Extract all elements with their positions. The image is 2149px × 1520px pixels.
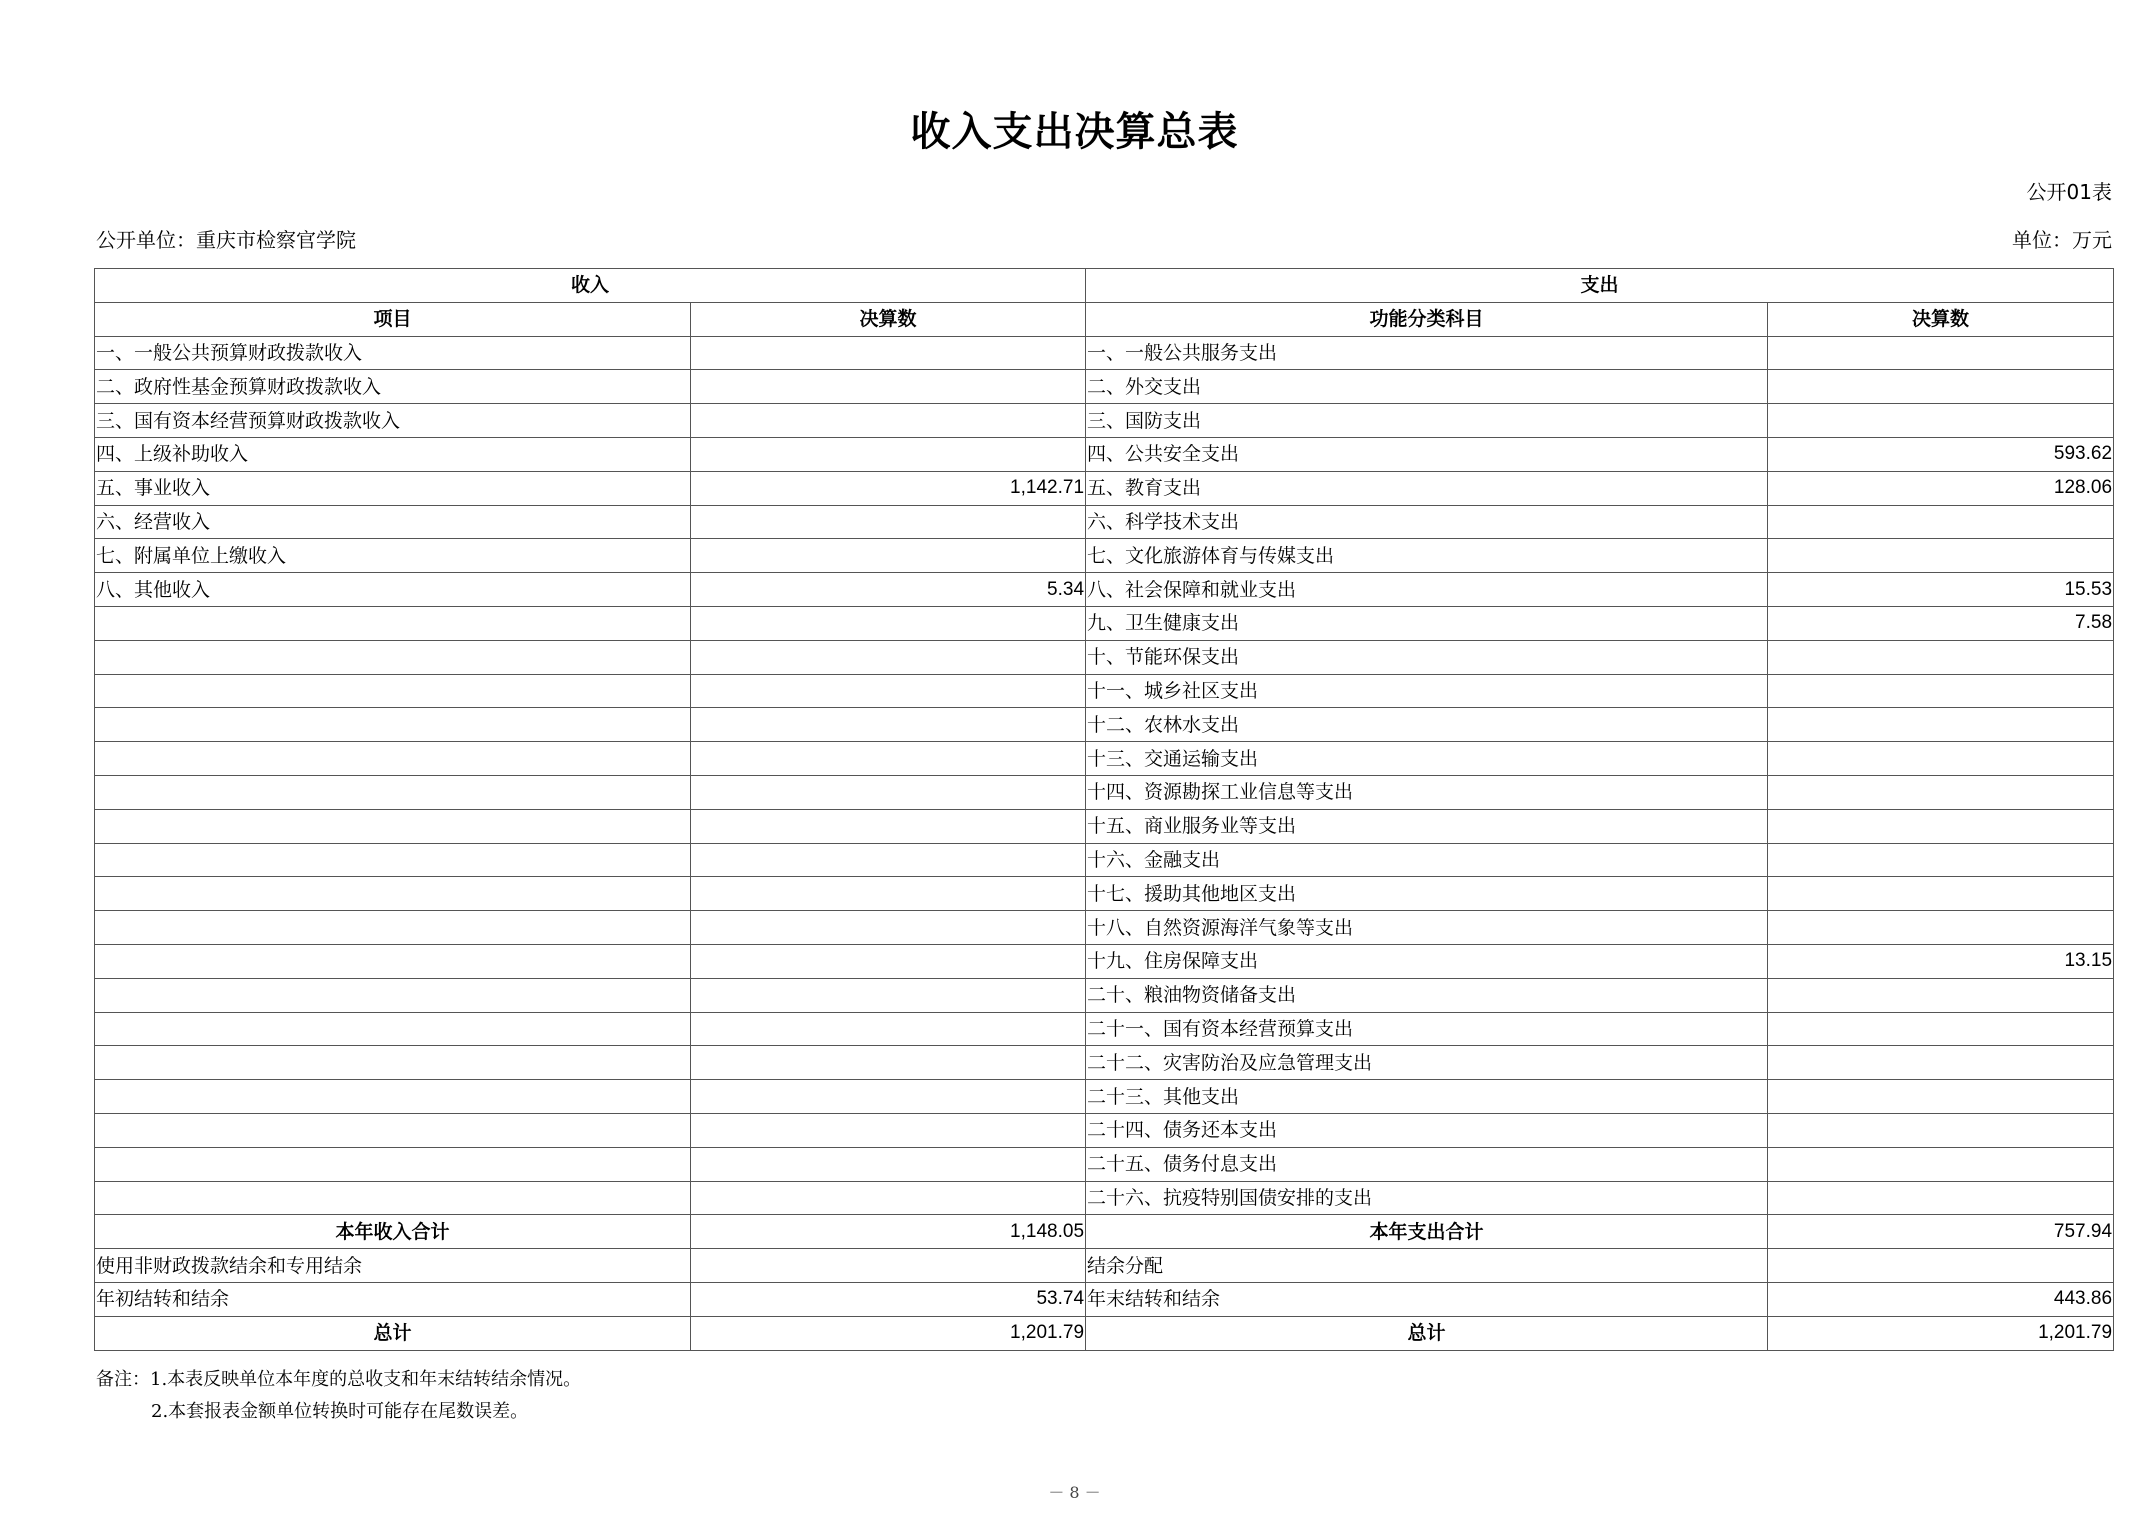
expense-amount-cell [1768, 742, 2114, 776]
table-row [95, 944, 2114, 978]
expense-item-header: 功能分类科目 [1086, 302, 1768, 336]
year-income-total-label: 本年收入合计 [95, 1215, 691, 1249]
note-2: 2.本套报表金额单位转换时可能存在尾数误差。 [151, 1401, 529, 1422]
income-item-cell [95, 877, 691, 911]
expense-item-cell: 十一、城乡社区支出 [1086, 674, 1768, 708]
grand-total-row [95, 1316, 2114, 1350]
expense-amount-cell [1768, 336, 2114, 370]
income-amount-header: 决算数 [691, 302, 1086, 336]
grand-total-label-income: 总计 [95, 1316, 691, 1350]
income-amount-cell [691, 1181, 1086, 1215]
expense-amount-cell [1768, 1080, 2114, 1114]
income-amount-cell [691, 1046, 1086, 1080]
expense-amount-cell: 7.58 [1768, 606, 2114, 640]
expense-amount-cell [1768, 708, 2114, 742]
expense-section-header: 支出 [1086, 269, 2114, 303]
currency-unit: 单位：万元 [2012, 228, 2112, 252]
income-item-cell: 一、一般公共预算财政拨款收入 [95, 336, 691, 370]
table-row [95, 437, 2114, 471]
expense-item-cell: 二十四、债务还本支出 [1086, 1113, 1768, 1147]
expense-amount-cell [1768, 1147, 2114, 1181]
expense-amount-cell: 15.53 [1768, 573, 2114, 607]
year-total-row [95, 1215, 2114, 1249]
income-item-cell: 七、附属单位上缴收入 [95, 539, 691, 573]
begin-balance-label: 年初结转和结余 [95, 1282, 691, 1316]
table-row [95, 1012, 2114, 1046]
expense-item-cell: 二十二、灾害防治及应急管理支出 [1086, 1046, 1768, 1080]
income-item-cell [95, 978, 691, 1012]
expense-amount-cell [1768, 505, 2114, 539]
income-amount-cell [691, 742, 1086, 776]
expense-item-cell: 十七、援助其他地区支出 [1086, 877, 1768, 911]
expense-item-cell: 十三、交通运输支出 [1086, 742, 1768, 776]
income-item-cell [95, 1046, 691, 1080]
income-amount-cell [691, 944, 1086, 978]
income-item-cell [95, 944, 691, 978]
income-item-cell [95, 809, 691, 843]
table-row [95, 370, 2114, 404]
income-amount-cell [691, 437, 1086, 471]
expense-amount-cell [1768, 404, 2114, 438]
income-item-cell [95, 1113, 691, 1147]
income-amount-cell [691, 1080, 1086, 1114]
table-row [95, 505, 2114, 539]
income-amount-cell [691, 606, 1086, 640]
income-item-cell [95, 674, 691, 708]
expense-amount-cell: 593.62 [1768, 437, 2114, 471]
expense-item-cell: 二、外交支出 [1086, 370, 1768, 404]
expense-item-cell: 十四、资源勘探工业信息等支出 [1086, 775, 1768, 809]
income-item-cell [95, 1080, 691, 1114]
expense-item-cell: 六、科学技术支出 [1086, 505, 1768, 539]
expense-item-cell: 八、社会保障和就业支出 [1086, 573, 1768, 607]
income-section-header: 收入 [95, 269, 1086, 303]
income-amount-cell [691, 911, 1086, 945]
expense-item-cell: 七、文化旅游体育与传媒支出 [1086, 539, 1768, 573]
surplus-alloc-value [1768, 1249, 2114, 1283]
income-item-cell [95, 1181, 691, 1215]
unit-line [96, 224, 2112, 252]
year-expense-total-label: 本年支出合计 [1086, 1215, 1768, 1249]
income-amount-cell [691, 877, 1086, 911]
expense-item-cell: 三、国防支出 [1086, 404, 1768, 438]
income-item-cell: 五、事业收入 [95, 471, 691, 505]
income-item-cell [95, 606, 691, 640]
expense-amount-cell [1768, 877, 2114, 911]
table-row [95, 404, 2114, 438]
expense-item-cell: 十六、金融支出 [1086, 843, 1768, 877]
income-item-cell: 八、其他收入 [95, 573, 691, 607]
table-row [95, 809, 2114, 843]
year-income-total-value: 1,148.05 [691, 1215, 1086, 1249]
expense-item-cell: 十九、住房保障支出 [1086, 944, 1768, 978]
income-amount-cell: 1,142.71 [691, 471, 1086, 505]
income-amount-cell [691, 1147, 1086, 1181]
income-item-cell [95, 1012, 691, 1046]
expense-item-cell: 四、公共安全支出 [1086, 437, 1768, 471]
income-amount-cell [691, 674, 1086, 708]
grand-total-income: 1,201.79 [691, 1316, 1086, 1350]
expense-item-cell: 一、一般公共服务支出 [1086, 336, 1768, 370]
income-amount-cell [691, 708, 1086, 742]
expense-amount-cell [1768, 370, 2114, 404]
income-amount-cell [691, 370, 1086, 404]
expense-amount-cell: 13.15 [1768, 944, 2114, 978]
income-item-cell [95, 708, 691, 742]
expense-item-cell: 二十三、其他支出 [1086, 1080, 1768, 1114]
expense-amount-cell [1768, 843, 2114, 877]
income-amount-cell [691, 404, 1086, 438]
expense-amount-cell [1768, 674, 2114, 708]
table-row [95, 843, 2114, 877]
notes [96, 1364, 581, 1428]
income-amount-cell [691, 539, 1086, 573]
expense-item-cell: 十二、农林水支出 [1086, 708, 1768, 742]
grand-total-expense: 1,201.79 [1768, 1316, 2114, 1350]
expense-amount-cell [1768, 539, 2114, 573]
income-item-cell: 三、国有资本经营预算财政拨款收入 [95, 404, 691, 438]
expense-amount-header: 决算数 [1768, 302, 2114, 336]
expense-amount-cell [1768, 809, 2114, 843]
table-row [95, 336, 2114, 370]
nonfiscal-value [691, 1249, 1086, 1283]
table-row [95, 742, 2114, 776]
expense-amount-cell: 128.06 [1768, 471, 2114, 505]
table-row [95, 1147, 2114, 1181]
column-header-row [95, 302, 2114, 336]
income-amount-cell [691, 843, 1086, 877]
expense-item-cell: 五、教育支出 [1086, 471, 1768, 505]
income-item-cell: 六、经营收入 [95, 505, 691, 539]
expense-item-cell: 九、卫生健康支出 [1086, 606, 1768, 640]
income-item-cell [95, 775, 691, 809]
table-number: 公开01表 [2026, 180, 2112, 204]
income-amount-cell [691, 775, 1086, 809]
year-expense-total-value: 757.94 [1768, 1215, 2114, 1249]
table-row [95, 1080, 2114, 1114]
expense-amount-cell [1768, 911, 2114, 945]
nonfiscal-label: 使用非财政拨款结余和专用结余 [95, 1249, 691, 1283]
income-amount-cell [691, 978, 1086, 1012]
begin-balance-value: 53.74 [691, 1282, 1086, 1316]
table-row [95, 1046, 2114, 1080]
expense-item-cell: 二十一、国有资本经营预算支出 [1086, 1012, 1768, 1046]
income-item-cell [95, 1147, 691, 1181]
income-item-cell: 四、上级补助收入 [95, 437, 691, 471]
table-row [95, 674, 2114, 708]
expense-item-cell: 二十六、抗疫特别国债安排的支出 [1086, 1181, 1768, 1215]
section-header-row [95, 269, 2114, 303]
table-row [95, 606, 2114, 640]
table-row [95, 471, 2114, 505]
table-row [95, 640, 2114, 674]
income-amount-cell [691, 505, 1086, 539]
reporting-unit: 公开单位：重庆市检察官学院 [96, 228, 356, 252]
expense-amount-cell [1768, 978, 2114, 1012]
table-row [95, 708, 2114, 742]
surplus-alloc-label: 结余分配 [1086, 1249, 1768, 1283]
table-row [95, 1181, 2114, 1215]
table-row [95, 539, 2114, 573]
income-amount-cell [691, 336, 1086, 370]
end-balance-value: 443.86 [1768, 1282, 2114, 1316]
expense-item-cell: 二十五、债务付息支出 [1086, 1147, 1768, 1181]
table-row [95, 978, 2114, 1012]
income-expense-table [94, 268, 2114, 1351]
table-row [95, 1113, 2114, 1147]
income-item-cell [95, 640, 691, 674]
expense-item-cell: 十八、自然资源海洋气象等支出 [1086, 911, 1768, 945]
income-item-cell [95, 843, 691, 877]
balance-row [95, 1282, 2114, 1316]
expense-amount-cell [1768, 1113, 2114, 1147]
income-item-cell [95, 742, 691, 776]
income-item-header: 项目 [95, 302, 691, 336]
expense-amount-cell [1768, 640, 2114, 674]
end-balance-label: 年末结转和结余 [1086, 1282, 1768, 1316]
expense-amount-cell [1768, 775, 2114, 809]
table-row [95, 775, 2114, 809]
nonfiscal-row [95, 1249, 2114, 1283]
note-1: 备注：1.本表反映单位本年度的总收支和年末结转结余情况。 [96, 1369, 582, 1390]
expense-amount-cell [1768, 1012, 2114, 1046]
page-number: － 8 － [1048, 1483, 1101, 1502]
expense-item-cell: 十、节能环保支出 [1086, 640, 1768, 674]
income-amount-cell [691, 1113, 1086, 1147]
income-amount-cell [691, 640, 1086, 674]
income-item-cell: 二、政府性基金预算财政拨款收入 [95, 370, 691, 404]
income-amount-cell [691, 1012, 1086, 1046]
income-amount-cell [691, 809, 1086, 843]
page-title: 收入支出决算总表 [910, 109, 1239, 155]
expense-item-cell: 二十、粮油物资储备支出 [1086, 978, 1768, 1012]
income-item-cell [95, 911, 691, 945]
table-row [95, 877, 2114, 911]
income-amount-cell: 5.34 [691, 573, 1086, 607]
table-row [95, 911, 2114, 945]
table-row [95, 573, 2114, 607]
expense-item-cell: 十五、商业服务业等支出 [1086, 809, 1768, 843]
expense-amount-cell [1768, 1181, 2114, 1215]
expense-amount-cell [1768, 1046, 2114, 1080]
grand-total-label-expense: 总计 [1086, 1316, 1768, 1350]
